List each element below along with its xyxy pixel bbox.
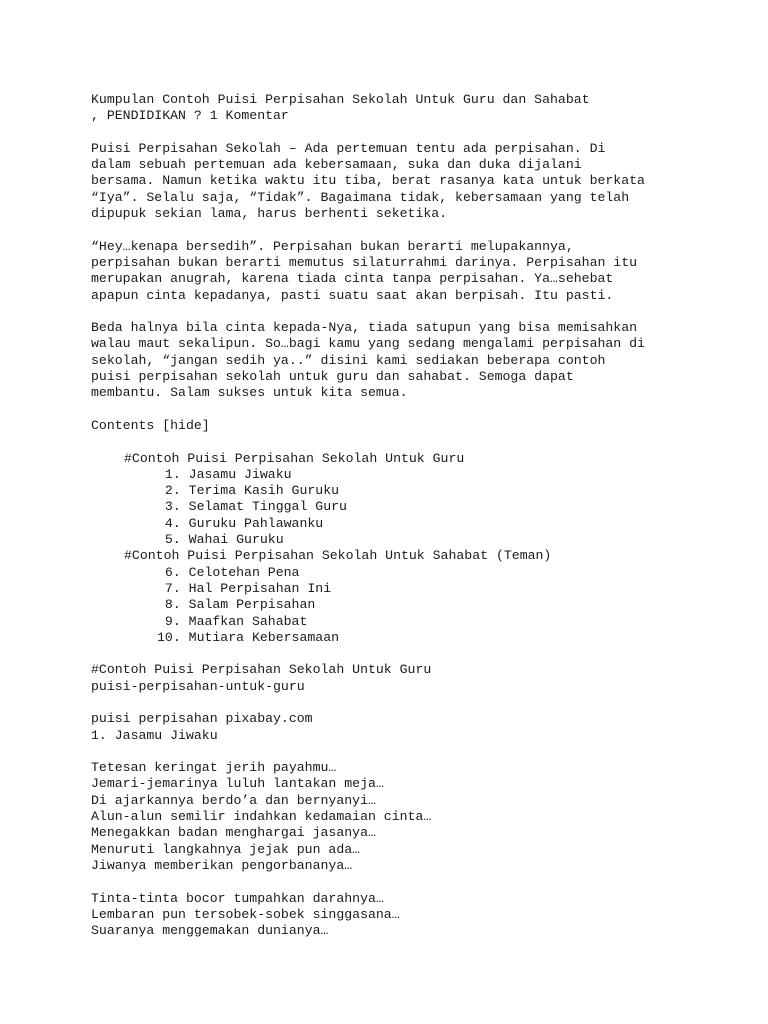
text-line: puisi perpisahan sekolah untuk guru dan sahabat. Semoga dapat (91, 369, 574, 385)
toc-heading-guru[interactable]: #Contoh Puisi Perpisahan Sekolah Untuk Guru (124, 450, 465, 466)
toc-item[interactable]: 2. Terima Kasih Guruku (157, 483, 340, 499)
toc-item[interactable]: 9. Maafkan Sahabat (157, 613, 308, 629)
text-line: merupakan anugrah, karena tiada cinta tanpa perpisahan. Ya…sehebat (91, 271, 614, 287)
poem-line: Lembaran pun tersobek-sobek singgasana… (91, 906, 400, 922)
toc-item[interactable]: 7. Hal Perpisahan Ini (157, 580, 332, 596)
text-line: “Iya”. Selalu saja, “Tidak”. Bagaimana tidak, kebersamaan yang telah (91, 189, 630, 205)
poem-line: Tinta-tinta bocor tumpahkan darahnya… (91, 890, 384, 906)
poem-line: Jemari-jemarinya luluh lantakan meja… (91, 776, 384, 792)
table-of-contents (91, 451, 751, 647)
poem-stanza-2 (91, 891, 751, 940)
toc-item[interactable]: 3. Selamat Tinggal Guru (157, 499, 347, 515)
poem-stanza-1 (91, 760, 751, 874)
text-line: dipupuk sekian lama, harus berhenti seketika. (91, 206, 448, 222)
toc-heading-sahabat[interactable]: #Contoh Puisi Perpisahan Sekolah Untuk Sahabat (Teman) (124, 548, 552, 564)
toc-item[interactable]: 1. Jasamu Jiwaku (157, 466, 292, 482)
poem-line: Suaranya menggemakan dunianya… (91, 923, 329, 939)
text-line: Beda halnya bila cinta kepada-Nya, tiada satupun yang bisa memisahkan (91, 320, 638, 336)
poem-line: Di ajarkannya berdo’a dan bernyanyi… (91, 792, 376, 808)
text-line: apapun cinta kepadanya, pasti suatu saat akan berpisah. Itu pasti. (91, 287, 614, 303)
text-line: perpisahan bukan berarti memutus silaturrahmi darinya. Perpisahan itu (91, 254, 638, 270)
poem-line: Tetesan keringat jerih payahmu… (91, 760, 337, 776)
article-meta: , PENDIDIKAN ? 1 Komentar (91, 108, 289, 124)
poem-title: 1. Jasamu Jiwaku (91, 727, 218, 743)
poem-line: Menuruti langkahnya jejak pun ada… (91, 841, 361, 857)
article-title: Kumpulan Contoh Puisi Perpisahan Sekolah Untuk Guru dan Sahabat (91, 92, 590, 107)
text-line: sekolah, “jangan sedih ya..” disini kami sediakan beberapa contoh (91, 352, 606, 368)
toc-item[interactable]: 5. Wahai Guruku (157, 532, 284, 548)
intro-paragraph (91, 141, 751, 222)
section-heading: #Contoh Puisi Perpisahan Sekolah Untuk Guru (91, 662, 432, 678)
second-paragraph (91, 239, 751, 304)
document-page (91, 92, 751, 939)
toc-item[interactable]: 4. Guruku Pahlawanku (157, 515, 324, 531)
poem-line: Alun-alun semilir indahkan kedamaian cinta… (91, 809, 432, 825)
text-line: Puisi Perpisahan Sekolah – Ada pertemuan tentu ada perpisahan. Di (91, 140, 606, 156)
third-paragraph (91, 320, 751, 401)
poem-line: Menegakkan badan menghargai jasanya… (91, 825, 376, 841)
text-line: membantu. Salam sukses untuk kita semua. (91, 385, 408, 401)
poem-line: Jiwanya memberikan pengorbananya… (91, 857, 353, 873)
toc-item[interactable]: 6. Celotehan Pena (157, 564, 300, 580)
toc-item[interactable]: 8. Salam Perpisahan (157, 597, 316, 613)
text-line: walau maut sekalipun. So…bagi kamu yang sedang mengalami perpisahan di (91, 336, 645, 352)
text-line: bersama. Namun ketika waktu itu tiba, berat rasanya kata untuk berkata (91, 173, 645, 189)
image-caption: puisi perpisahan pixabay.com (91, 711, 313, 727)
toc-item[interactable]: 10. Mutiara Kebersamaan (157, 629, 340, 645)
text-line: “Hey…kenapa bersedih”. Perpisahan bukan berarti melupakannya, (91, 238, 574, 254)
contents-label: Contents [hide] (91, 417, 210, 433)
text-line: dalam sebuah pertemuan ada kebersamaan, suka dan duka dijalani (91, 157, 582, 173)
image-alt-text: puisi-perpisahan-untuk-guru (91, 678, 305, 694)
